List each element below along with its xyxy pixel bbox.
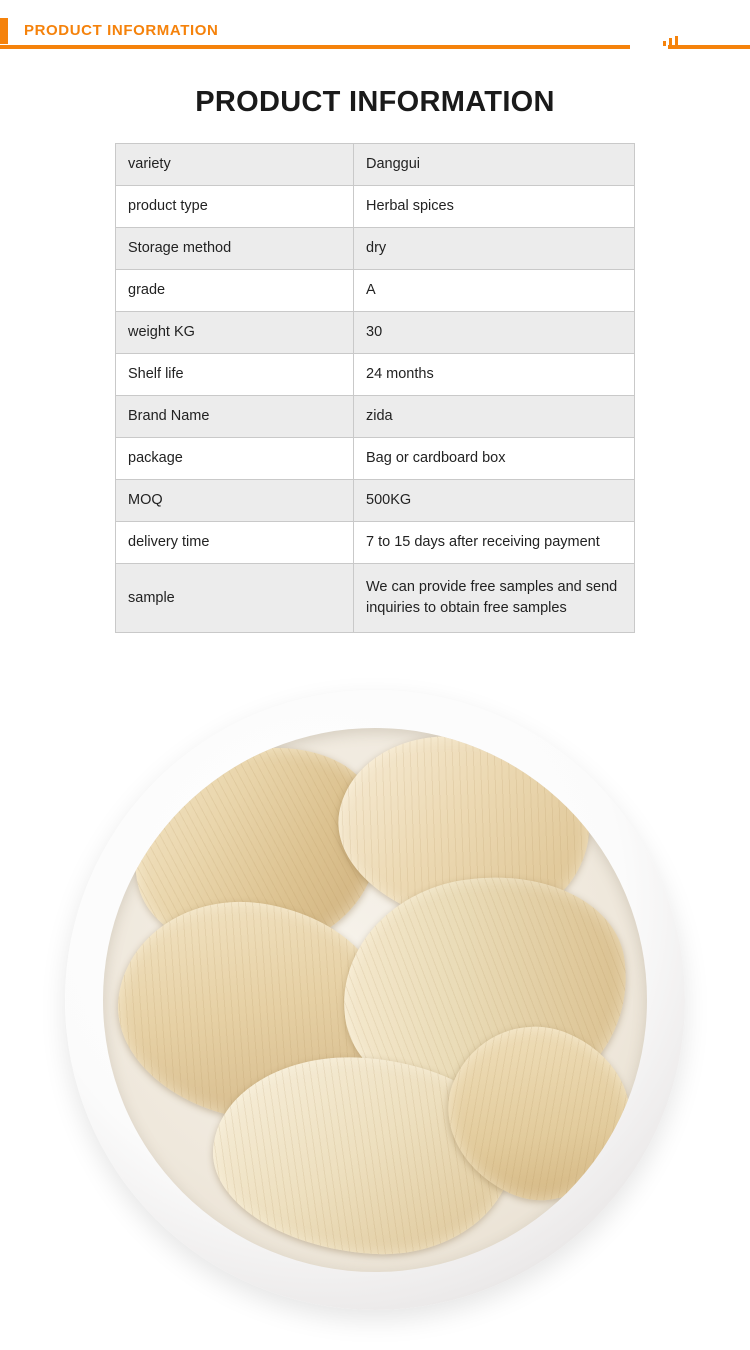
banner-title: PRODUCT INFORMATION [24,22,219,39]
spec-value: 500KG [354,480,635,522]
spec-key: package [116,438,354,480]
table-row [116,228,635,270]
banner-rule-right [668,45,750,49]
table-row [116,564,635,633]
bowl [65,690,685,1310]
spec-value: We can provide free samples and send inquiries to obtain free samples [354,564,635,633]
table-row [116,354,635,396]
table-row [116,144,635,186]
bowl-interior [103,728,647,1272]
banner-accent-bar [0,18,8,44]
spec-value: 24 months [354,354,635,396]
table-row [116,270,635,312]
banner-rule-left [0,45,630,49]
spec-key: product type [116,186,354,228]
table-row [116,186,635,228]
spec-key: weight KG [116,312,354,354]
table-row [116,438,635,480]
spec-value: Danggui [354,144,635,186]
table-row [116,522,635,564]
table-row [116,312,635,354]
spec-key: Brand Name [116,396,354,438]
spec-key: sample [116,564,354,633]
spec-value: Bag or cardboard box [354,438,635,480]
spec-key: Shelf life [116,354,354,396]
spec-value: zida [354,396,635,438]
page-title: PRODUCT INFORMATION [195,86,555,118]
spec-value: dry [354,228,635,270]
spec-key: variety [116,144,354,186]
spec-key: delivery time [116,522,354,564]
spec-key: Storage method [116,228,354,270]
table-row [116,480,635,522]
product-photo [0,650,750,1350]
product-specification-table [115,143,635,633]
table-row [116,396,635,438]
spec-value: 7 to 15 days after receiving payment [354,522,635,564]
spec-value: 30 [354,312,635,354]
spec-value: A [354,270,635,312]
spec-value: Herbal spices [354,186,635,228]
spec-key: grade [116,270,354,312]
spec-key: MOQ [116,480,354,522]
product-information-banner [0,0,750,60]
